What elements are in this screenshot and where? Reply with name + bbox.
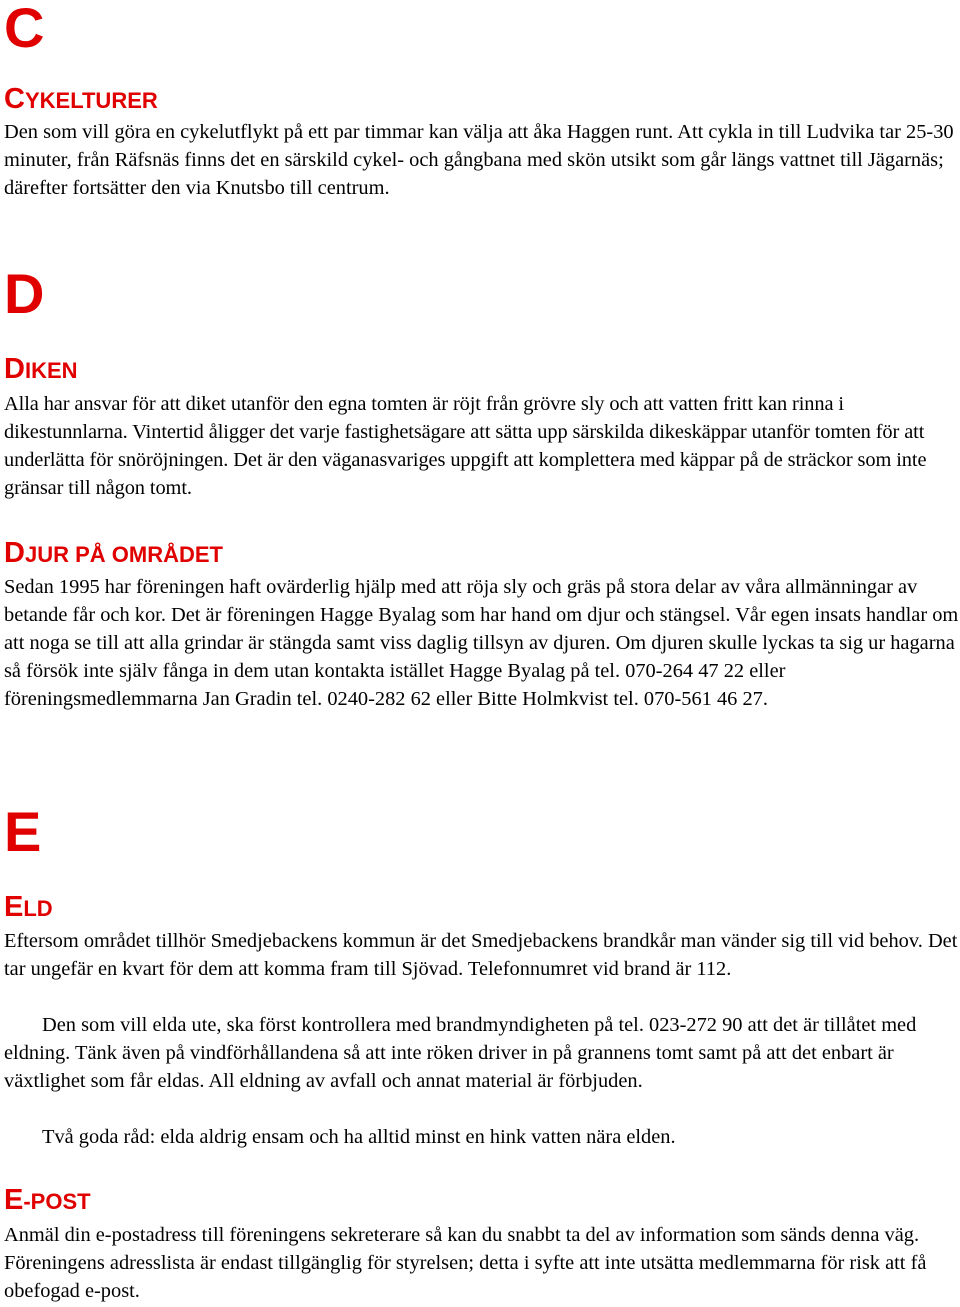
heading-epost-cap: E [4, 1184, 24, 1216]
heading-epost [4, 1185, 91, 1217]
paragraph-eld-2: Den som vill elda ute, ska först kontrollera med brandmyndigheten på tel. 023-272 90 att det är tillåtet med eldning. Tänk även på vindförhållandena så att inte röken driver in på grannens tomt samt på att det enbart är växtlighet som får eldas. All eldning av avfall och annat material är förbjuden. [4, 1014, 917, 1092]
paragraph-eld-1: Eftersom området tillhör Smedjebackens kommun är det Smedjebackens brandkår man vänder sig till vid behov. Det tar ungefär en kvart för dem att komma fram till Sjövad. Telefonnumret vid brand är 112. [4, 930, 958, 980]
paragraph-eld-3: Två goda råd: elda aldrig ensam och ha alltid minst en hink vatten nära elden. [42, 1126, 676, 1148]
heading-eld [4, 892, 53, 924]
paragraph-epost: Anmäl din e-postadress till föreningens sekreterare så kan du snabbt ta del av information som sänds denna väg. Föreningens adresslista är endast tillgänglig för styrelsen; detta i syfte att inte utsätta medlemmarna för risk att få obefogad e-post. [4, 1224, 927, 1302]
heading-diken-cap: D [4, 353, 25, 385]
paragraph-cykelturer: Den som vill göra en cykelutflykt på ett par timmar kan välja att åka Haggen runt. Att cykla in till Ludvika tar 25-30 minuter, från Räfsnäs finns det en särskild cykel- och gångbana med skön utsikt som går längs vattnet till Jägarnäs; därefter fortsätter den via Knutsbo till centrum. [4, 121, 954, 199]
heading-eld-cap: E [4, 891, 24, 923]
heading-djur-rest: JUR PÅ OMRÅDET [24, 542, 223, 567]
heading-diken-rest: IKEN [24, 358, 78, 383]
heading-djur-cap: D [4, 537, 25, 569]
heading-cykelturer-rest: YKELTURER [24, 88, 158, 113]
heading-cykelturer [4, 84, 158, 116]
paragraph-diken: Alla har ansvar för att diket utanför den egna tomten är röjt från grövre sly och att vatten fritt kan rinna i dikestunnlarna. Vintertid åligger det varje fastighetsägare att sätta upp särskilda dikeskäppar utanför tomten för att underlätta för snöröjningen. Det är den väganasvariges uppgift att komplettera med käppar på de sträckor som inte gränsar till någon tomt. [4, 393, 927, 499]
heading-eld-rest: LD [23, 896, 53, 921]
heading-cykelturer-cap: C [4, 83, 25, 115]
section-letter-d: D [4, 262, 45, 325]
heading-djur [4, 538, 223, 570]
section-letter-c: C [4, 0, 45, 59]
paragraph-djur: Sedan 1995 har föreningen haft ovärderlig hjälp med att röja sly och gräs på stora delar av våra allmänningar av betande får och kor. Det är föreningen Hagge Byalag som har hand om djur och stängsel. Vår egen insats handlar om att noga se till att alla grindar är stängda samt viss daglig tillsyn av djuren. Om djuren skulle lyckas ta sig ur hagarna så försök inte själv fånga in dem utan kontakta istället Hagge Byalag på tel. 070-264 47 22 eller föreningsmedlemmarna Jan Gradin tel. 0240-282 62 eller Bitte Holmkvist tel. 070-561 46 27. [4, 576, 959, 710]
heading-diken [4, 354, 78, 386]
section-letter-e: E [4, 800, 42, 863]
heading-epost-rest: -POST [23, 1189, 91, 1214]
